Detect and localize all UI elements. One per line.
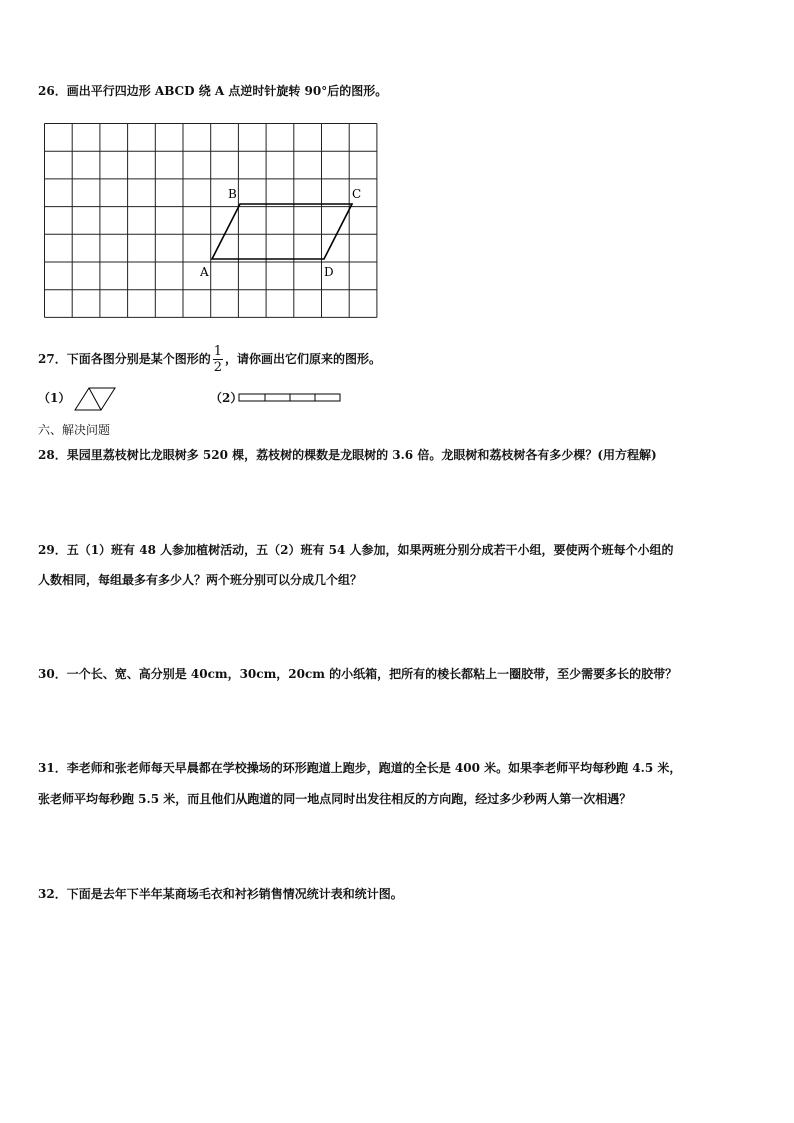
fraction-one-half: [213, 344, 223, 375]
question-28-text: 28．果园里荔枝树比龙眼树多 520 棵，荔枝树的棵数是龙眼树的 3.6 倍。龙眼树和荔枝树各有多少棵？(用方程解): [38, 448, 657, 462]
question-30-text: 30．一个长、宽、高分别是 40cm，30cm，20cm 的小纸箱，把所有的棱长都粘上一圈胶带，至少需要多长的胶带？: [38, 667, 678, 681]
parallelogram-abcd: [212, 204, 352, 259]
section-heading-solve-problems: 六、解决问题: [38, 423, 111, 437]
question-27-prefix: 27．下面各图分别是某个图形的: [38, 352, 211, 366]
question-26-text: 26．画出平行四边形 ABCD 绕 A 点逆时针旋转 90°后的图形。: [38, 84, 388, 98]
question-29-line-1: 29．五（1）班有 48 人参加植树活动，五（2）班有 54 人参加，如果两班分别分成若干小组，要使两个班每个小组的: [38, 543, 674, 557]
vertex-label-b: B: [228, 187, 237, 201]
q27-sub-label-1: （1）: [38, 391, 71, 405]
grid-figure-q26: [44, 123, 384, 318]
question-32-text: 32．下面是去年下半年某商场毛衣和衬衫销售情况统计表和统计图。: [38, 887, 403, 901]
question-29-line-2: 人数相同，每组最多有多少人？两个班分别可以分成几个组？: [38, 573, 363, 587]
half-figure-2-strip: [238, 392, 342, 404]
fraction-numerator: 1: [213, 344, 222, 359]
grid-lines: [45, 124, 377, 318]
half-figure-1-triangles: [74, 386, 118, 412]
vertex-label-c: C: [352, 187, 362, 201]
vertex-label-d: D: [324, 265, 334, 279]
question-31-line-2: 张老师平均每秒跑 5.5 米，而且他们从跑道的同一地点同时出发往相反的方向跑，经过多少秒两人第一次相遇？: [38, 792, 632, 806]
vertex-label-a: A: [200, 265, 209, 279]
fraction-denominator: 2: [213, 360, 222, 375]
question-27-text: [38, 344, 381, 375]
question-27-suffix: ，请你画出它们原来的图形。: [224, 352, 381, 366]
question-31-line-1: 31．李老师和张老师每天早晨都在学校操场的环形跑道上跑步，跑道的全长是 400 米。如果李老师平均每秒跑 4.5 米，: [38, 761, 682, 775]
q27-sub-label-2: （2）: [210, 391, 243, 405]
